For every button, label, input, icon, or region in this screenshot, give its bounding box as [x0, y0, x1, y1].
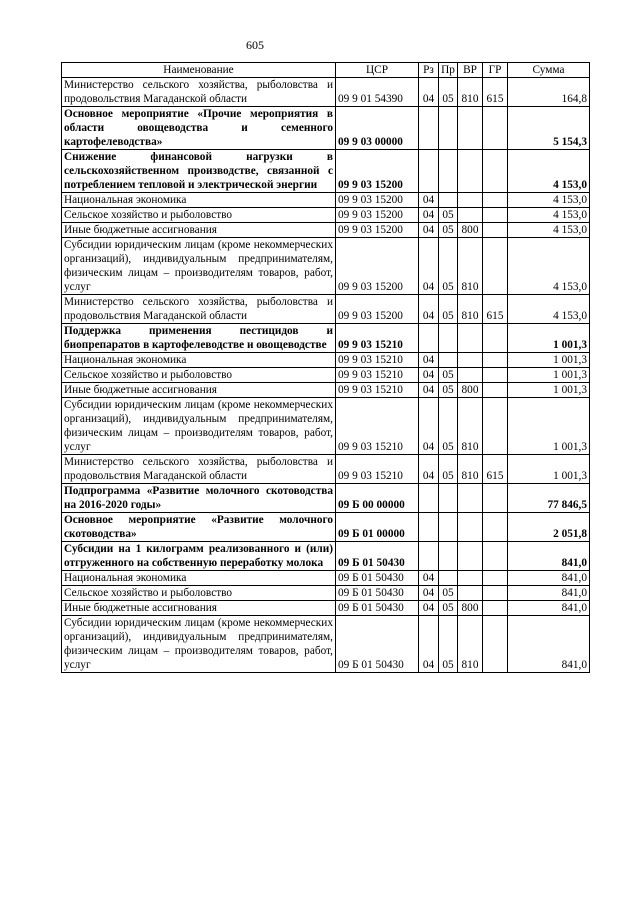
table-row [62, 616, 590, 673]
cell-sum: 164,8 [508, 78, 590, 107]
cell-name: Сельское хозяйство и рыболовство [62, 368, 336, 383]
cell-rz [419, 542, 439, 571]
cell-gr [483, 383, 508, 398]
cell-gr [483, 208, 508, 223]
cell-rz: 04 [419, 223, 439, 238]
cell-vr [458, 368, 483, 383]
cell-csr: 09 9 03 15200 [336, 208, 419, 223]
budget-table [61, 62, 590, 673]
cell-csr: 09 9 03 15200 [336, 150, 419, 193]
cell-sum: 4 153,0 [508, 223, 590, 238]
table-row [62, 295, 590, 324]
cell-gr [483, 601, 508, 616]
table-row [62, 383, 590, 398]
cell-name: Подпрограмма «Развитие молочного скотоводства на 2016-2020 годы» [62, 484, 336, 513]
cell-name: Иные бюджетные ассигнования [62, 601, 336, 616]
cell-sum: 4 153,0 [508, 193, 590, 208]
cell-rz: 04 [419, 193, 439, 208]
cell-name: Министерство сельского хозяйства, рыболовства и продовольствия Магаданской области [62, 455, 336, 484]
table-row [62, 193, 590, 208]
cell-vr [458, 324, 483, 353]
cell-sum: 1 001,3 [508, 353, 590, 368]
header-vr: ВР [458, 63, 483, 78]
cell-sum: 4 153,0 [508, 238, 590, 295]
cell-sum: 2 051,8 [508, 513, 590, 542]
cell-name: Снижение финансовой нагрузки в сельскохозяйственном производстве, связанной с потреблением тепловой и электрической энергии [62, 150, 336, 193]
cell-sum: 77 846,5 [508, 484, 590, 513]
cell-vr: 810 [458, 238, 483, 295]
cell-pr [439, 324, 458, 353]
cell-rz: 04 [419, 78, 439, 107]
cell-rz [419, 107, 439, 150]
table-row [62, 368, 590, 383]
cell-name: Поддержка применения пестицидов и биопрепаратов в картофелеводстве и овощеводстве [62, 324, 336, 353]
cell-pr [439, 542, 458, 571]
cell-csr: 09 9 03 15210 [336, 398, 419, 455]
table-row [62, 150, 590, 193]
cell-csr: 09 9 03 15210 [336, 353, 419, 368]
cell-pr [439, 513, 458, 542]
cell-rz: 04 [419, 208, 439, 223]
table-row [62, 484, 590, 513]
cell-csr: 09 9 03 15210 [336, 455, 419, 484]
cell-name: Министерство сельского хозяйства, рыболовства и продовольствия Магаданской области [62, 78, 336, 107]
cell-gr [483, 616, 508, 673]
cell-csr: 09 9 03 15210 [336, 368, 419, 383]
cell-rz: 04 [419, 353, 439, 368]
cell-csr: 09 Б 01 50430 [336, 542, 419, 571]
cell-csr: 09 9 03 00000 [336, 107, 419, 150]
cell-sum: 841,0 [508, 616, 590, 673]
cell-name: Национальная экономика [62, 571, 336, 586]
header-csr: ЦСР [336, 63, 419, 78]
cell-vr [458, 193, 483, 208]
cell-vr: 800 [458, 601, 483, 616]
cell-gr [483, 542, 508, 571]
cell-pr [439, 571, 458, 586]
cell-rz: 04 [419, 295, 439, 324]
cell-vr [458, 150, 483, 193]
cell-csr: 09 Б 00 00000 [336, 484, 419, 513]
header-row [62, 63, 590, 78]
cell-name: Основное мероприятие «Развитие молочного скотоводства» [62, 513, 336, 542]
cell-name: Субсидии на 1 килограмм реализованного и (или) отгруженного на собственную переработку молока [62, 542, 336, 571]
cell-rz: 04 [419, 571, 439, 586]
cell-name: Сельское хозяйство и рыболовство [62, 208, 336, 223]
cell-vr [458, 353, 483, 368]
cell-pr: 05 [439, 223, 458, 238]
cell-pr: 05 [439, 616, 458, 673]
cell-gr [483, 107, 508, 150]
cell-csr: 09 9 01 54390 [336, 78, 419, 107]
cell-rz: 04 [419, 368, 439, 383]
cell-name: Министерство сельского хозяйства, рыболовства и продовольствия Магаданской области [62, 295, 336, 324]
cell-gr [483, 324, 508, 353]
cell-sum: 4 153,0 [508, 295, 590, 324]
cell-pr [439, 107, 458, 150]
header-pr: Пр [439, 63, 458, 78]
cell-gr: 615 [483, 78, 508, 107]
cell-rz: 04 [419, 398, 439, 455]
header-name: Наименование [62, 63, 336, 78]
cell-name: Субсидии юридическим лицам (кроме некоммерческих организаций), индивидуальным предпринимателям, физическим лицам – производителям товаров, работ, услуг [62, 616, 336, 673]
cell-name: Основное мероприятие «Прочие мероприятия в области овощеводства и семенного картофелеводства» [62, 107, 336, 150]
cell-sum: 841,0 [508, 542, 590, 571]
cell-sum: 4 153,0 [508, 208, 590, 223]
cell-sum: 4 153,0 [508, 150, 590, 193]
cell-pr [439, 150, 458, 193]
cell-gr [483, 238, 508, 295]
table-row [62, 513, 590, 542]
cell-csr: 09 Б 01 50430 [336, 571, 419, 586]
cell-name: Иные бюджетные ассигнования [62, 383, 336, 398]
cell-pr: 05 [439, 398, 458, 455]
header-gr: ГР [483, 63, 508, 78]
header-sum: Сумма [508, 63, 590, 78]
cell-csr: 09 Б 01 50430 [336, 601, 419, 616]
cell-pr [439, 193, 458, 208]
cell-rz: 04 [419, 238, 439, 295]
cell-csr: 09 9 03 15210 [336, 324, 419, 353]
cell-pr: 05 [439, 586, 458, 601]
page-number: 605 [246, 38, 264, 52]
cell-gr: 615 [483, 295, 508, 324]
cell-sum: 1 001,3 [508, 398, 590, 455]
cell-sum: 1 001,3 [508, 368, 590, 383]
table-row [62, 208, 590, 223]
cell-rz [419, 324, 439, 353]
cell-vr: 800 [458, 383, 483, 398]
cell-csr: 09 9 03 15210 [336, 383, 419, 398]
cell-csr: 09 9 03 15200 [336, 193, 419, 208]
cell-vr: 810 [458, 455, 483, 484]
cell-pr: 05 [439, 601, 458, 616]
cell-gr [483, 353, 508, 368]
cell-name: Сельское хозяйство и рыболовство [62, 586, 336, 601]
cell-gr [483, 150, 508, 193]
cell-rz: 04 [419, 616, 439, 673]
cell-pr: 05 [439, 208, 458, 223]
cell-pr: 05 [439, 78, 458, 107]
cell-gr [483, 398, 508, 455]
cell-gr [483, 571, 508, 586]
cell-csr: 09 Б 01 50430 [336, 586, 419, 601]
cell-gr [483, 586, 508, 601]
table-row [62, 542, 590, 571]
cell-sum: 841,0 [508, 571, 590, 586]
table-row [62, 107, 590, 150]
table-row [62, 398, 590, 455]
cell-rz: 04 [419, 455, 439, 484]
cell-pr: 05 [439, 383, 458, 398]
cell-pr: 05 [439, 455, 458, 484]
cell-gr [483, 484, 508, 513]
cell-sum: 5 154,3 [508, 107, 590, 150]
cell-vr: 810 [458, 398, 483, 455]
table-row [62, 238, 590, 295]
cell-sum: 1 001,3 [508, 455, 590, 484]
cell-vr [458, 208, 483, 223]
cell-pr [439, 484, 458, 513]
cell-vr: 810 [458, 616, 483, 673]
cell-name: Субсидии юридическим лицам (кроме некоммерческих организаций), индивидуальным предпринимателям, физическим лицам – производителям товаров, работ, услуг [62, 398, 336, 455]
cell-pr: 05 [439, 368, 458, 383]
cell-name: Иные бюджетные ассигнования [62, 223, 336, 238]
cell-csr: 09 9 03 15200 [336, 238, 419, 295]
cell-name: Субсидии юридическим лицам (кроме некоммерческих организаций), индивидуальным предпринимателям, физическим лицам – производителям товаров, работ, услуг [62, 238, 336, 295]
cell-name: Национальная экономика [62, 193, 336, 208]
table-row [62, 586, 590, 601]
cell-vr: 810 [458, 78, 483, 107]
cell-rz: 04 [419, 383, 439, 398]
cell-rz [419, 513, 439, 542]
cell-sum: 1 001,3 [508, 324, 590, 353]
cell-gr [483, 223, 508, 238]
cell-vr [458, 586, 483, 601]
cell-pr: 05 [439, 295, 458, 324]
table-row [62, 353, 590, 368]
cell-csr: 09 9 03 15200 [336, 223, 419, 238]
table-row [62, 78, 590, 107]
cell-name: Национальная экономика [62, 353, 336, 368]
cell-vr [458, 571, 483, 586]
cell-gr [483, 513, 508, 542]
cell-vr [458, 542, 483, 571]
cell-sum: 841,0 [508, 586, 590, 601]
cell-sum: 1 001,3 [508, 383, 590, 398]
table-row [62, 601, 590, 616]
cell-gr [483, 193, 508, 208]
cell-vr: 800 [458, 223, 483, 238]
table-row [62, 324, 590, 353]
cell-gr: 615 [483, 455, 508, 484]
cell-rz [419, 150, 439, 193]
cell-pr: 05 [439, 238, 458, 295]
cell-rz: 04 [419, 601, 439, 616]
header-rz: Рз [419, 63, 439, 78]
cell-csr: 09 Б 01 50430 [336, 616, 419, 673]
cell-rz [419, 484, 439, 513]
cell-sum: 841,0 [508, 601, 590, 616]
cell-pr [439, 353, 458, 368]
cell-vr [458, 107, 483, 150]
cell-vr: 810 [458, 295, 483, 324]
cell-csr: 09 Б 01 00000 [336, 513, 419, 542]
table-row [62, 571, 590, 586]
cell-gr [483, 368, 508, 383]
table-row [62, 455, 590, 484]
cell-vr [458, 484, 483, 513]
cell-vr [458, 513, 483, 542]
table-row [62, 223, 590, 238]
cell-rz: 04 [419, 586, 439, 601]
cell-csr: 09 9 03 15200 [336, 295, 419, 324]
